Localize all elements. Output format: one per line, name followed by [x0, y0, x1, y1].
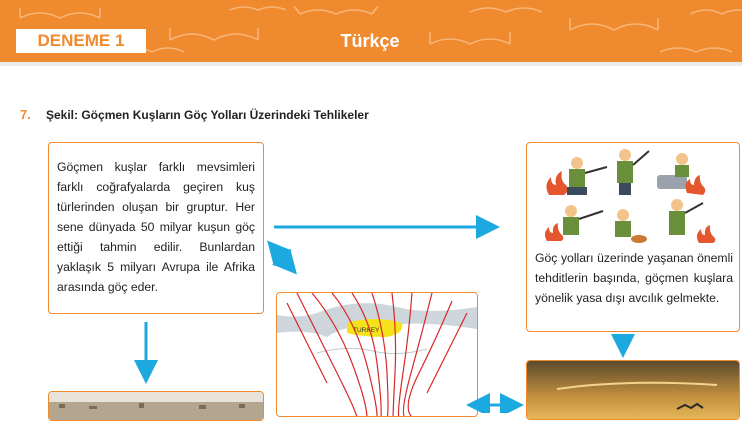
exam-label: DENEME 1: [16, 29, 146, 53]
threat-text: Göç yolları üzerinde yaşanan önemli tehditlerin başında, göçmen kuşlara yönelik yasa dışı avcılık gelmekte.: [535, 251, 733, 305]
question-title: Şekil: Göçmen Kuşların Göç Yolları Üzerindeki Tehlikeler: [46, 108, 369, 122]
map-country-label: TURKEY: [353, 327, 380, 334]
arrow-intro-to-map: [279, 254, 293, 270]
subject-title: Türkçe: [340, 31, 400, 51]
question-number: 7.: [20, 107, 31, 122]
intro-text: Göçmen kuşlar farklı mevsimleri farklı coğrafyalarda geçiren kuş türlerinden oluşan bir gruptur. Her sene dünyada 50 milyar kuşun göç ettiği tahmin edilir. Bunlardan yaklaşık 5 milyarı Avrupa ile Afrika arasında göç eder.: [57, 160, 255, 294]
